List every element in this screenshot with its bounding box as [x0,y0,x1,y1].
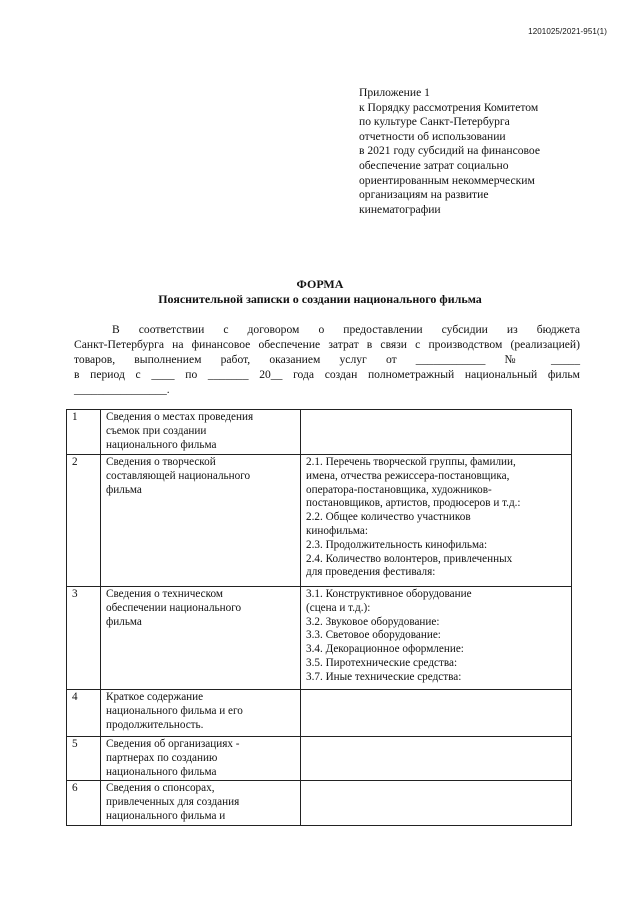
row-details [301,737,572,781]
row-name-line: национального фильма и [106,809,226,822]
table-row [67,587,572,690]
row-name [101,455,301,587]
row-name-line: фильма [106,483,142,496]
detail-line: 3.7. Иные технические средства: [306,670,462,683]
form-title: ФОРМА [296,277,344,291]
annex-line: в 2021 году субсидий на финансовое [359,144,541,158]
row-name-line: Сведения о местах проведения [106,411,254,423]
row-name [101,737,301,781]
detail-line: 2.1. Перечень творческой группы, фамилии, [306,456,516,468]
detail-line: постановщиков, артистов, продюсеров и т.д.: [306,497,521,510]
table-row [67,737,572,781]
row-name-line: составляющей национального [106,469,251,482]
detail-line: кинофильма: [306,524,369,537]
row-details [301,587,572,690]
row-details [301,455,572,587]
detail-line: оператора-постановщика, художников- [306,483,492,496]
annex-line: отчетности об использовании [359,129,506,143]
annex-line: к Порядку рассмотрения Комитетом [359,100,539,114]
row-details [301,690,572,737]
annex-line: кинематографии [359,202,441,216]
row-name [101,690,301,737]
row-name-line: Сведения о творческой [106,456,216,468]
row-number: 2 [67,455,101,587]
annex-line: организациям на развитие [359,188,489,202]
information-table [66,409,572,826]
detail-line: 3.3. Световое оборудование: [306,629,441,642]
detail-line: 2.4. Количество волонтеров, привлеченных [306,552,513,565]
intro-line: Санкт-Петербурга на финансовое обеспечение затрат в связи с производством (реализацией) [74,338,580,351]
detail-line: имена, отчества режиссера-постановщика, [306,469,510,482]
row-name [101,781,301,825]
row-name-line: обеспечении национального [106,601,242,614]
row-name-line: национального фильма [106,438,217,451]
detail-line: для проведения фестиваля: [306,566,436,579]
row-name-line: фильма [106,615,142,628]
table-row [67,690,572,737]
row-number: 3 [67,587,101,690]
row-name-line: партнерах по созданию [106,751,218,764]
intro-paragraph [74,322,580,397]
row-name-line: национального фильма и его [106,704,243,717]
detail-line: 3.1. Конструктивное оборудование [306,588,472,600]
row-details [301,781,572,825]
row-number: 1 [67,410,101,455]
detail-line: 2.3. Продолжительность кинофильма: [306,538,488,551]
annex-line: обеспечение затрат социально [359,158,509,172]
intro-line: ________________. [74,383,170,396]
row-name-line: Сведения об организациях - [106,738,240,750]
row-name [101,587,301,690]
table-row [67,781,572,825]
row-number: 4 [67,690,101,737]
row-name-line: съемок при создании [106,424,207,437]
row-number: 6 [67,781,101,825]
annex-line: ориентированным некоммерческим [359,173,535,187]
row-name-line: продолжительность. [106,718,204,731]
detail-line: 3.2. Звуковое оборудование: [306,615,440,628]
annex-header [359,86,599,217]
intro-line: В соответствии с договором о предоставлении субсидии из бюджета [112,323,580,336]
row-name [101,410,301,455]
row-name-line: привлеченных для создания [106,796,240,809]
intro-line: товаров, выполнением работ, оказанием услуг от ____________ № _____ [74,353,580,366]
row-name-line: Сведения о техническом [106,588,223,600]
annex-line: по культуре Санкт-Петербурга [359,115,510,129]
form-subtitle: Пояснительной записки о создании национального фильма [158,292,482,306]
table-row [67,455,572,587]
detail-line: 3.4. Декорационное оформление: [306,643,464,656]
document-number: 1201025/2021-951(1) [528,27,607,36]
table-row [67,410,572,455]
row-details [301,410,572,455]
detail-line: 2.2. Общее количество участников [306,511,471,524]
row-name-line: национального фильма [106,765,217,778]
intro-line: в период с ____ по _______ 20__ года создан полнометражный национальный фильм [74,368,580,381]
detail-line: 3.5. Пиротехнические средства: [306,656,458,669]
row-name-line: Краткое содержание [106,691,204,703]
row-number: 5 [67,737,101,781]
annex-line: Приложение 1 [359,86,430,99]
row-name-line: Сведения о спонсорах, [106,782,215,795]
detail-line: (сцена и т.д.): [306,601,371,614]
